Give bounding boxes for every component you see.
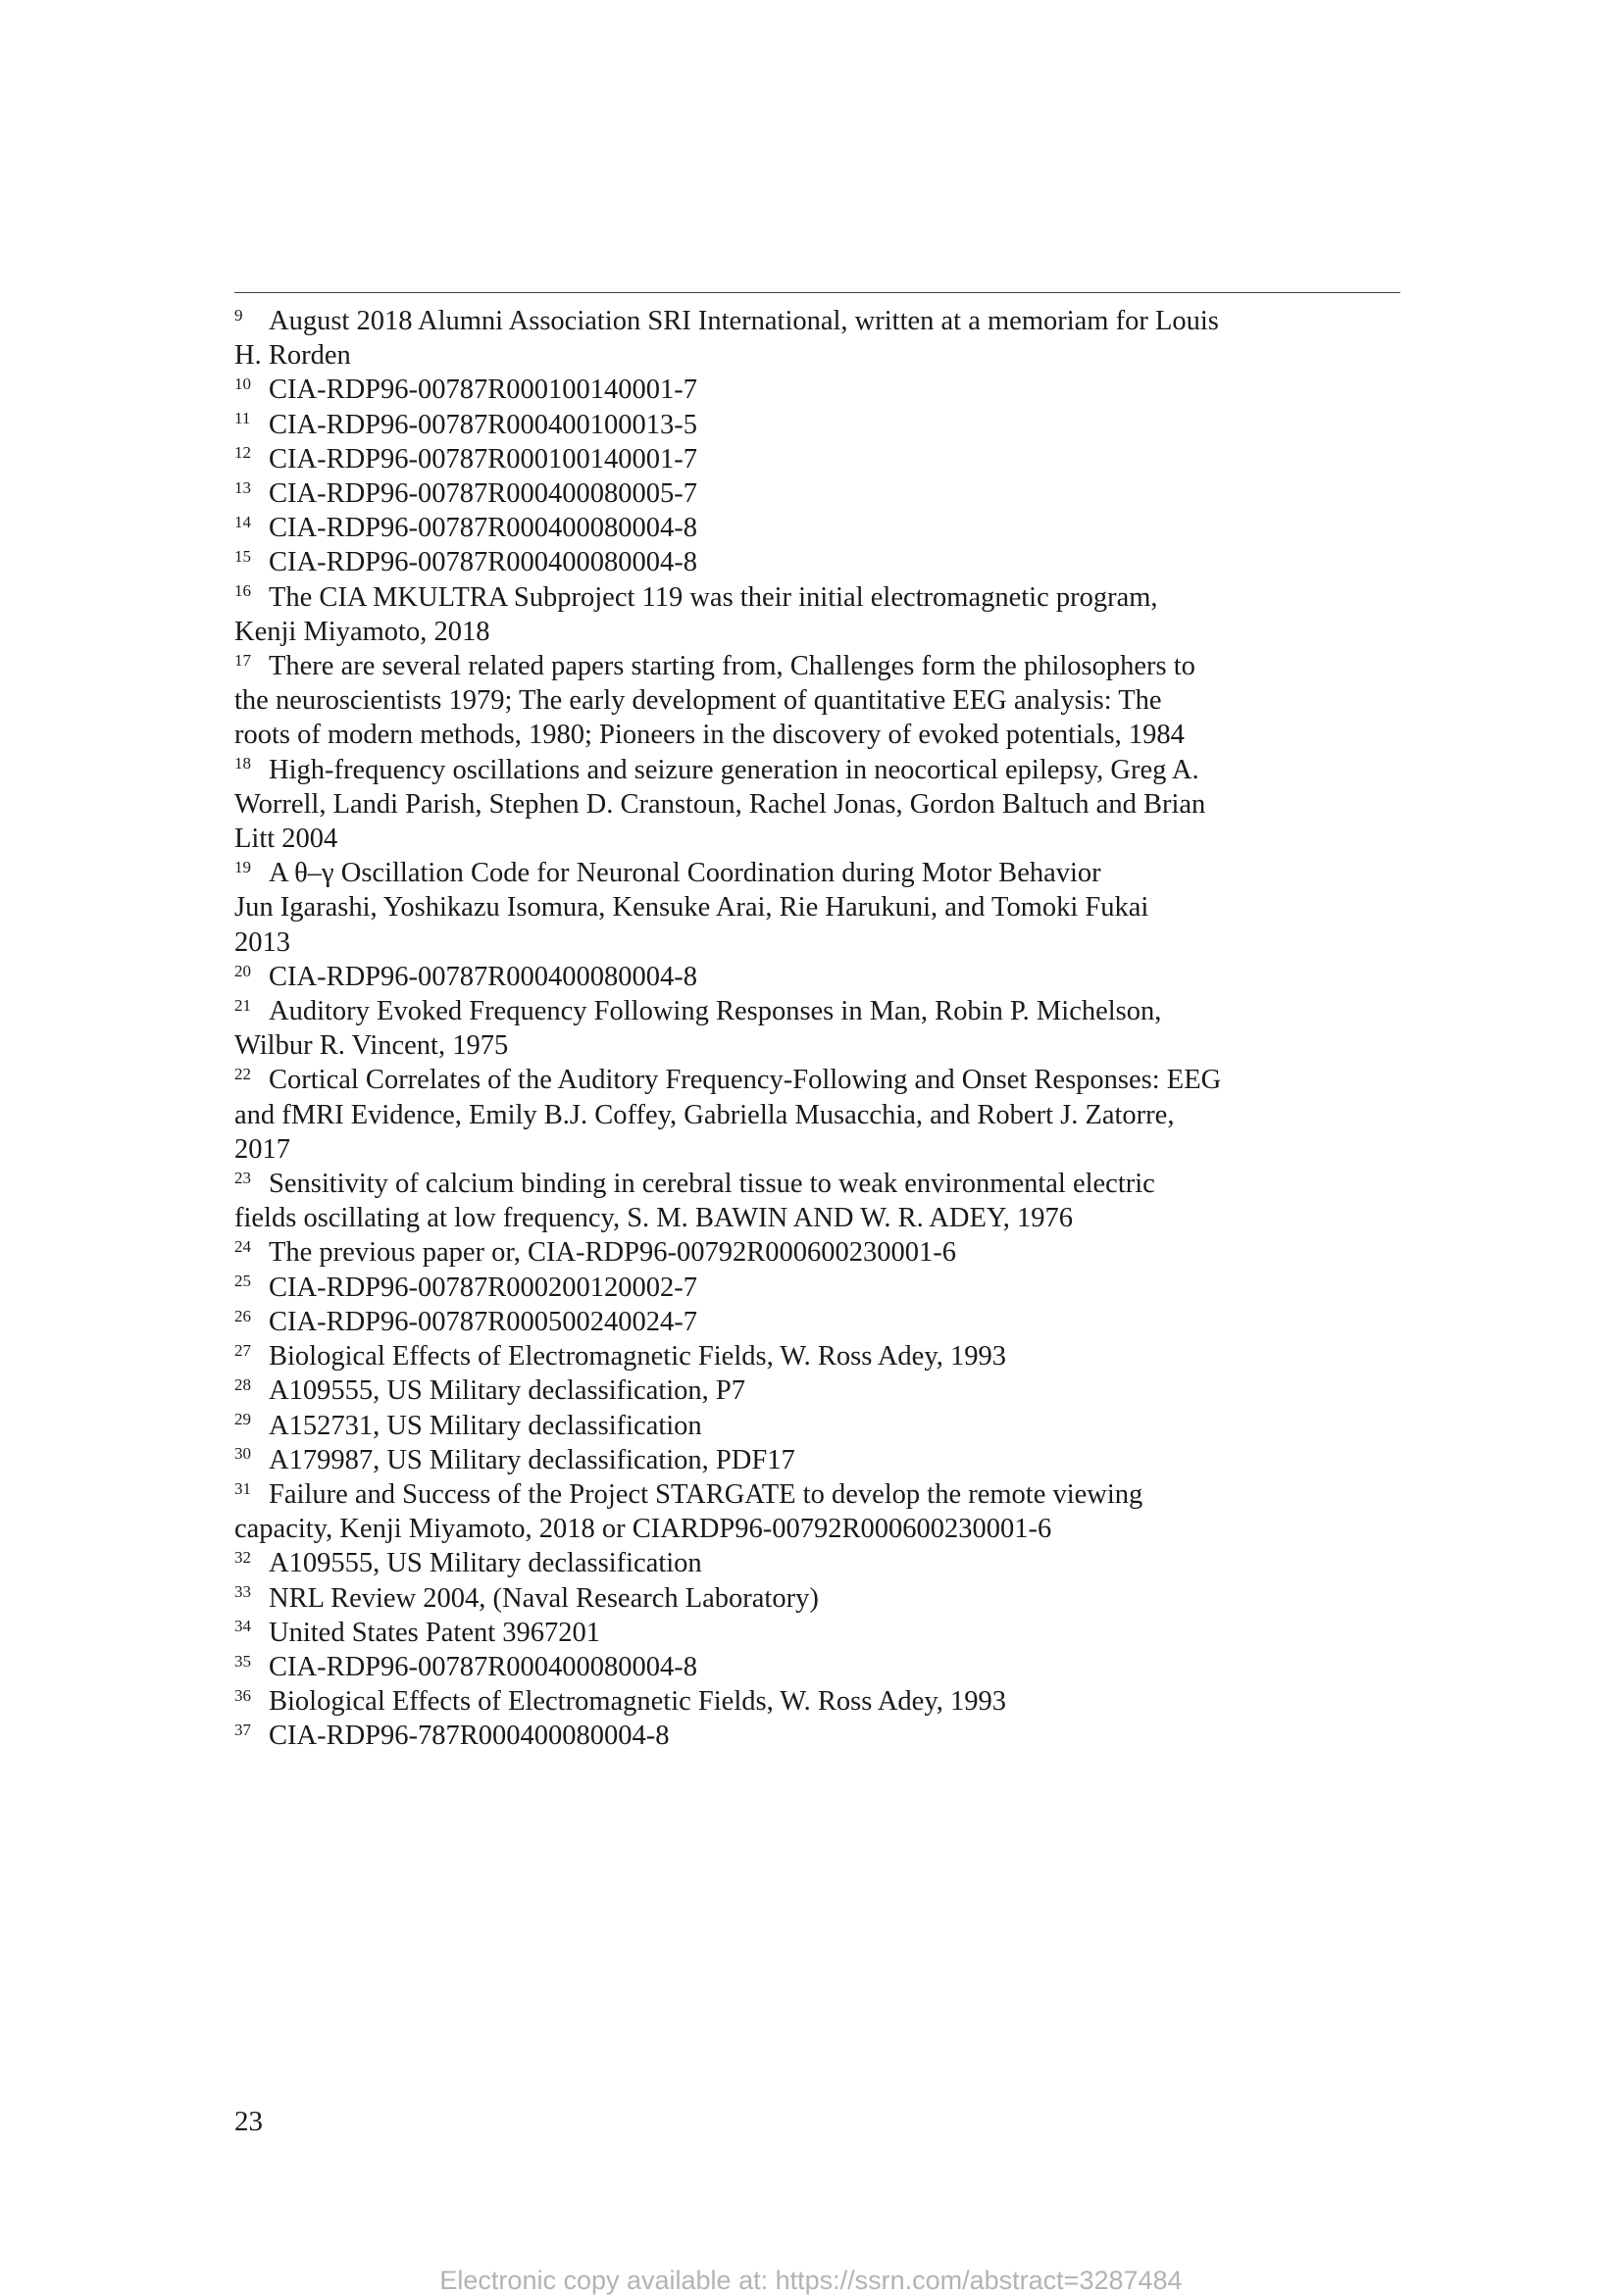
footnote-line-continued xyxy=(234,1512,1400,1546)
footnote-line-first: 19 A θ–γ Oscillation Code for Neuronal Coordination during Motor Behavior xyxy=(234,857,1101,889)
footnote-line-first: 11 CIA-RDP96-00787R000400100013-5 xyxy=(234,409,698,440)
footnote-line-first: 29 A152731, US Military declassification xyxy=(234,1410,702,1441)
footnote-line-first: 26 CIA-RDP96-00787R000500240024-7 xyxy=(234,1306,698,1337)
footnote-text: Biological Effects of Electromagnetic Fields, W. Ross Adey, 1993 xyxy=(269,1341,1006,1373)
footnote-line-first: 32 A109555, US Military declassification xyxy=(234,1547,702,1579)
footnote-text: CIA-RDP96-00787R000500240024-7 xyxy=(269,1306,698,1337)
footnote-line-first: 33 NRL Review 2004, (Naval Research Laboratory) xyxy=(234,1582,819,1614)
footnote-text: CIA-RDP96-00787R000400080004-8 xyxy=(269,547,698,578)
footnote-line-continued xyxy=(234,1201,1400,1235)
footnote-text: 2013 xyxy=(234,926,290,958)
footnote-line-first: 18 High-frequency oscillations and seizure generation in neocortical epilepsy, Greg A. xyxy=(234,754,1199,785)
footnote-text: CIA-RDP96-00787R000200120002-7 xyxy=(269,1272,698,1303)
footnote-line-first: 30 A179987, US Military declassification, PDF17 xyxy=(234,1444,795,1475)
footnote-text: Wilbur R. Vincent, 1975 xyxy=(234,1030,509,1062)
footnote-line-continued xyxy=(234,683,1400,718)
footnote-line-first: 36 Biological Effects of Electromagnetic Fields, W. Ross Adey, 1993 xyxy=(234,1685,1006,1718)
footnote-text: CIA-RDP96-787R000400080004-8 xyxy=(269,1721,670,1752)
footnote-text: CIA-RDP96-00787R000400100013-5 xyxy=(269,409,698,440)
footnote-text: Jun Igarashi, Yoshikazu Isomura, Kensuke Arai, Rie Harukuni, and Tomoki Fukai xyxy=(234,892,1149,923)
footnote-line-continued xyxy=(234,1098,1400,1132)
footnote-line-first: 14 CIA-RDP96-00787R000400080004-8 xyxy=(234,512,698,544)
footnote-text: and fMRI Evidence, Emily B.J. Coffey, Gabriella Musacchia, and Robert J. Zatorre, xyxy=(234,1099,1175,1130)
footnote-text: A109555, US Military declassification xyxy=(269,1548,702,1579)
footnote-line-first: 31 Failure and Success of the Project STARGATE to develop the remote viewing xyxy=(234,1478,1143,1510)
footnote-line-first: 22 Cortical Correlates of the Auditory Frequency-Following and Onset Responses: EEG xyxy=(234,1065,1222,1096)
footnote-line-continued xyxy=(234,890,1400,924)
footnote-line-first: 25 CIA-RDP96-00787R000200120002-7 xyxy=(234,1272,698,1303)
footnote-line-first: 27 Biological Effects of Electromagnetic Fields, W. Ross Adey, 1993 xyxy=(234,1340,1006,1373)
footnote-text: CIA-RDP96-00787R000100140001-7 xyxy=(269,374,698,406)
footnote-text: The CIA MKULTRA Subproject 119 was their initial electromagnetic program, xyxy=(269,581,1158,613)
footnote-line-continued xyxy=(234,615,1400,649)
footnote-line-continued xyxy=(234,787,1400,822)
footnote-line-first: 17 There are several related papers starting from, Challenges form the philosophers to xyxy=(234,650,1195,682)
footnote-line-continued xyxy=(234,822,1400,856)
footnote-line-first: 12 CIA-RDP96-00787R000100140001-7 xyxy=(234,443,698,474)
footnote-line-first: 37 CIA-RDP96-787R000400080004-8 xyxy=(234,1720,670,1752)
footnote-line-first: 35 CIA-RDP96-00787R000400080004-8 xyxy=(234,1651,698,1682)
footnote-text: fields oscillating at low frequency, S. M. BAWIN AND W. R. ADEY, 1976 xyxy=(234,1203,1074,1234)
footnote-text: CIA-RDP96-00787R000400080004-8 xyxy=(269,961,698,992)
ssrn-electronic-copy-footer: Electronic copy available at: https://ssrn.com/abstract=3287484 xyxy=(439,2266,1183,2295)
footnote-text: Kenji Miyamoto, 2018 xyxy=(234,616,490,647)
footnote-line-continued xyxy=(234,718,1400,752)
footnote-text: roots of modern methods, 1980; Pioneers in the discovery of evoked potentials, 1984 xyxy=(234,720,1185,751)
footnote-text: Cortical Correlates of the Auditory Frequency-Following and Onset Responses: EEG xyxy=(269,1065,1222,1096)
footnote-line-first: 34 United States Patent 3967201 xyxy=(234,1617,601,1648)
footnote-text: A179987, US Military declassification, PDF17 xyxy=(269,1444,795,1475)
footnote-line-first: 23 Sensitivity of calcium binding in cerebral tissue to weak environmental electric xyxy=(234,1168,1155,1200)
footnote-line-first: 15 CIA-RDP96-00787R000400080004-8 xyxy=(234,547,698,578)
footnote-text: 2017 xyxy=(234,1133,290,1165)
footnote-text: A109555, US Military declassification, P7 xyxy=(269,1375,746,1407)
footnote-separator-rule xyxy=(234,292,1400,293)
footnote-text: United States Patent 3967201 xyxy=(269,1617,601,1648)
footnote-text: Auditory Evoked Frequency Following Responses in Man, Robin P. Michelson, xyxy=(269,996,1162,1027)
footnote-text: NRL Review 2004, (Naval Research Laboratory) xyxy=(269,1582,819,1614)
footnote-text: The previous paper or, CIA-RDP96-00792R000600230001-6 xyxy=(269,1237,956,1269)
footnote-line-continued xyxy=(234,1028,1400,1063)
footnote-list xyxy=(234,304,1400,1754)
footnote-text: A θ–γ Oscillation Code for Neuronal Coordination during Motor Behavior xyxy=(269,858,1101,889)
footnote-text: CIA-RDP96-00787R000400080004-8 xyxy=(269,1651,698,1682)
footnote-line-continued xyxy=(234,338,1400,373)
footnote-text: CIA-RDP96-00787R000100140001-7 xyxy=(269,443,698,474)
footnote-line-first: 21 Auditory Evoked Frequency Following Responses in Man, Robin P. Michelson, xyxy=(234,995,1162,1027)
footnote-line-first: 28 A109555, US Military declassification, P7 xyxy=(234,1374,746,1407)
footnote-text: Litt 2004 xyxy=(234,824,338,855)
footnote-text: There are several related papers starting from, Challenges form the philosophers to xyxy=(269,651,1195,682)
footnote-text: High-frequency oscillations and seizure generation in neocortical epilepsy, Greg A. xyxy=(269,754,1199,785)
footnote-text: Failure and Success of the Project STARGATE to develop the remote viewing xyxy=(269,1478,1143,1510)
footnote-line-continued xyxy=(234,925,1400,960)
footnote-text: August 2018 Alumni Association SRI International, written at a memoriam for Louis xyxy=(269,306,1219,336)
footnote-text: A152731, US Military declassification xyxy=(269,1410,702,1441)
footnote-line-first: 13 CIA-RDP96-00787R000400080005-7 xyxy=(234,477,698,510)
page-number: 23 xyxy=(234,2106,263,2137)
footnote-text: the neuroscientists 1979; The early development of quantitative EEG analysis: The xyxy=(234,685,1162,717)
footnote-line-first: 16 The CIA MKULTRA Subproject 119 was their initial electromagnetic program, xyxy=(234,581,1158,613)
footnote-text: CIA-RDP96-00787R000400080005-7 xyxy=(269,478,698,510)
footnote-line-first: 20 CIA-RDP96-00787R000400080004-8 xyxy=(234,961,698,992)
footnote-text: Worrell, Landi Parish, Stephen D. Cranstoun, Rachel Jonas, Gordon Baltuch and Brian xyxy=(234,788,1206,820)
footnote-text: H. Rorden xyxy=(234,340,351,372)
footnote-line-continued xyxy=(234,1132,1400,1167)
footnote-line-first: 10 CIA-RDP96-00787R000100140001-7 xyxy=(234,374,698,406)
footnote-line-first: 24 The previous paper or, CIA-RDP96-00792R000600230001-6 xyxy=(234,1237,956,1269)
footnote-text: capacity, Kenji Miyamoto, 2018 or CIARDP96-00792R000600230001-6 xyxy=(234,1514,1052,1545)
footnote-text: Biological Effects of Electromagnetic Fields, W. Ross Adey, 1993 xyxy=(269,1686,1006,1718)
footnote-text: Sensitivity of calcium binding in cerebral tissue to weak environmental electric xyxy=(269,1169,1155,1200)
footnote-line-first: 9 August 2018 Alumni Association SRI International, written at a memoriam for Louis xyxy=(234,305,1219,336)
footnote-text: CIA-RDP96-00787R000400080004-8 xyxy=(269,513,698,544)
